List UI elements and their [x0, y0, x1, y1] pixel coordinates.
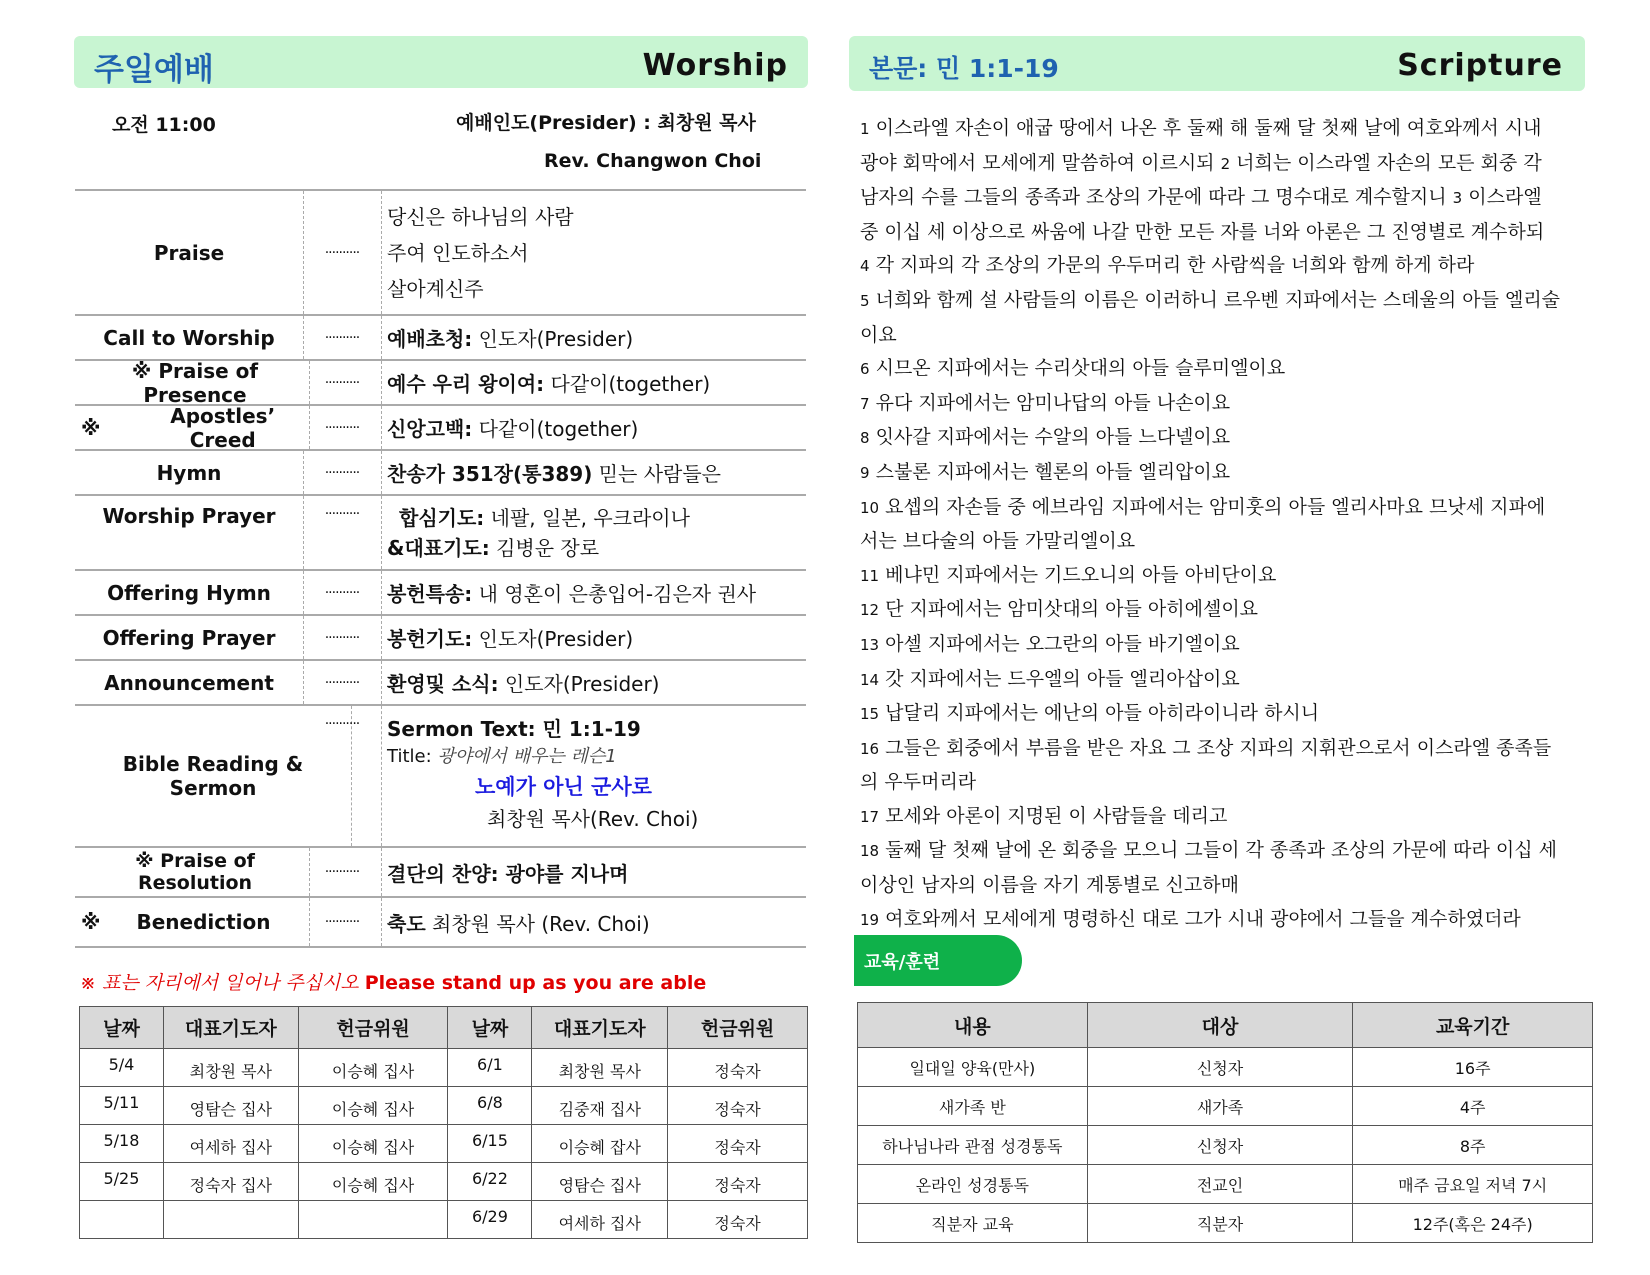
edu-cell: 새가족 반: [858, 1087, 1088, 1126]
scripture-line: [860, 319, 1610, 353]
call-value: [387, 316, 806, 359]
duty-cell: [163, 1201, 298, 1239]
duty-cell: 영탐슨 집사: [532, 1163, 668, 1201]
stand-note-en: Please stand up as you are able: [364, 972, 707, 994]
benediction-label-cell: [75, 898, 310, 946]
dots: ··········: [303, 496, 382, 569]
sermon-title-label: Title:: [387, 746, 432, 767]
hymn-value: [387, 451, 806, 494]
row-prayer: [75, 496, 806, 571]
row-offering-prayer: [75, 616, 806, 661]
scripture-line: [860, 147, 1610, 182]
scripture-line: [860, 732, 1610, 767]
worship-banner: [74, 36, 808, 88]
prayer-text-2: 김병운 장로: [489, 535, 600, 560]
verse-text: 단 지파에서는 암미삿대의 아들 아히에셀이요: [885, 598, 1259, 621]
verse-text: 서는 브다술의 아들 가말리엘이요: [860, 530, 1136, 553]
row-announcement: [75, 661, 806, 706]
duty-header: 날짜: [448, 1007, 532, 1049]
verse-number: 5: [860, 291, 870, 310]
edu-row: [858, 1048, 1593, 1087]
duty-roster-table: [79, 1006, 808, 1239]
call-label: Call to Worship: [75, 316, 304, 359]
creed-text: 다같이(together): [472, 417, 639, 441]
edu-cell: 16주: [1353, 1048, 1593, 1087]
verse-number: 17: [860, 807, 880, 826]
scripture-line: [860, 663, 1610, 698]
scripture-line: [860, 491, 1610, 526]
creed-label: Apostles’ Creed: [170, 403, 276, 452]
duty-cell: 정숙자: [668, 1087, 808, 1125]
scripture-title-kr: 본문: 민 1:1-19: [869, 54, 1059, 83]
edu-cell: 4주: [1353, 1087, 1593, 1126]
dots: ··········: [303, 898, 382, 946]
duty-row: [80, 1049, 808, 1087]
verse-text: 이스라엘 자손이 애굽 땅에서 나온 후 둘째 해 둘째 달 첫째 날에 여호와께서 시내: [875, 117, 1542, 139]
announcement-value: [387, 661, 806, 704]
row-presence: [75, 358, 806, 407]
duty-cell: 최창원 목사: [532, 1049, 668, 1087]
verse-number: 15: [860, 705, 880, 724]
verse-number: 18: [860, 842, 880, 861]
hymn-bold: 찬송가 351장(통389): [387, 462, 593, 486]
verse-number: 8: [860, 429, 870, 448]
scripture-line: [860, 421, 1610, 456]
scripture-line: [860, 284, 1610, 319]
verse-number: 3: [1452, 189, 1463, 208]
verse-text: 납달리 지파에서는 에난의 아들 아히라이니라 하시니: [885, 702, 1320, 725]
duty-row: [80, 1087, 808, 1125]
row-resolution: [75, 848, 806, 898]
dots: ··········: [303, 361, 382, 404]
edu-header: 대상: [1087, 1003, 1353, 1048]
verse-text: 베냐민 지파에서는 기드오니의 아들 아비단이요: [885, 563, 1277, 586]
row-sermon: [75, 706, 806, 848]
verse-number: 12: [860, 601, 880, 620]
verse-text: 이요: [860, 323, 897, 346]
row-creed: [75, 403, 806, 452]
creed-bold: 신앙고백:: [387, 417, 473, 441]
dots: ··········: [303, 316, 382, 359]
scripture-line: [860, 216, 1610, 250]
dots: ··········: [303, 706, 382, 846]
edu-cell: 새가족: [1087, 1087, 1353, 1126]
creed-value: [387, 406, 806, 449]
benediction-bold: 축도: [387, 911, 426, 936]
edu-cell: 매주 금요일 저녁 7시: [1353, 1165, 1593, 1204]
duty-header: 헌금위원: [668, 1007, 808, 1049]
duty-cell: 정숙자: [668, 1163, 808, 1201]
offering-hymn-text: 내 영혼이 은총입어-김은자 권사: [472, 582, 757, 606]
verse-text: 스불론 지파에서는 헬론의 아들 엘리압이요: [875, 460, 1231, 483]
scripture-line: [860, 697, 1610, 732]
dots: ··········: [303, 406, 382, 449]
benediction-mark: ※: [81, 910, 101, 934]
verse-text: 요셉의 자손들 중 에브라임 지파에서는 암미훗의 아들 엘리사마요 므낫세 지파에: [885, 495, 1546, 518]
edu-cell: 일대일 양육(만사): [858, 1048, 1088, 1087]
prayer-bold-1: 합심기도:: [399, 505, 485, 530]
scripture-line: [860, 834, 1610, 869]
duty-cell: 6/15: [448, 1125, 532, 1163]
dots: ··········: [303, 191, 382, 314]
stand-note: [80, 968, 706, 995]
announcement-bold: 환영및 소식:: [387, 672, 499, 696]
duty-cell: 정숙자: [668, 1201, 808, 1239]
duty-cell: 6/1: [448, 1049, 532, 1087]
row-offering-hymn: [75, 571, 806, 616]
offering-hymn-label: Offering Hymn: [75, 571, 304, 614]
benediction-value: [387, 898, 806, 946]
edu-cell: 8주: [1353, 1126, 1593, 1165]
duty-header-row: [80, 1007, 808, 1049]
duty-cell: 여세하 집사: [163, 1125, 298, 1163]
education-title: 교육/훈련: [864, 952, 941, 973]
duty-cell: 5/25: [80, 1163, 164, 1201]
verse-number: 7: [860, 394, 870, 413]
offering-prayer-text: 인도자(Presider): [472, 627, 634, 651]
edu-row: [858, 1126, 1593, 1165]
scripture-line: [860, 249, 1610, 284]
edu-cell: 신청자: [1087, 1048, 1353, 1087]
verse-text: 둘째 달 첫째 날에 온 회중을 모으니 그들이 각 종족과 조상의 가문에 따라 이십 세: [885, 839, 1558, 862]
verse-text: 여호와께서 모세에게 명령하신 대로 그가 시내 광야에서 그들을 계수하였더라: [885, 907, 1521, 930]
announcement-label: Announcement: [75, 661, 304, 704]
call-text: 인도자(Presider): [472, 327, 634, 351]
duty-cell: 정숙자: [668, 1049, 808, 1087]
row-benediction: [75, 898, 806, 948]
scripture-line: [860, 766, 1610, 800]
edu-cell: 직분자: [1087, 1204, 1353, 1243]
verse-text: 시므온 지파에서는 수리삿대의 아들 슬루미엘이요: [875, 357, 1286, 380]
service-time: 오전 11:00: [112, 114, 216, 136]
verse-text: 갓 지파에서는 드우엘의 아들 엘리아삽이요: [885, 667, 1240, 690]
sermon-title: 노예가 아닌 군사로: [475, 775, 652, 799]
offering-prayer-bold: 봉헌기도:: [387, 627, 473, 651]
offering-prayer-value: [387, 616, 806, 659]
duty-cell: 정숙자 집사: [163, 1163, 298, 1201]
verse-number: 1: [860, 120, 870, 138]
dots: ··········: [303, 661, 382, 704]
verse-text: 의 우두머리라: [860, 771, 977, 794]
scripture-line: [860, 181, 1610, 216]
order-of-worship: [75, 189, 806, 948]
dots: ··········: [303, 571, 382, 614]
announcement-text: 인도자(Presider): [498, 672, 660, 696]
verse-text: 이스라엘: [1468, 186, 1542, 209]
resolution-label: ※ Praise of Resolution: [75, 848, 310, 896]
verse-text: 그들은 회중에서 부름을 받은 자요 그 조상 지파의 지휘관으로서 이스라엘 종족들: [885, 736, 1552, 759]
verse-number: 14: [860, 670, 880, 689]
presence-label: ※ Praise of Presence: [75, 361, 310, 404]
edu-row: [858, 1165, 1593, 1204]
edu-cell: 전교인: [1087, 1165, 1353, 1204]
verse-text: 모세와 아론이 지명된 이 사람들을 데리고: [885, 804, 1228, 827]
edu-header: 교육기간: [1353, 1003, 1593, 1048]
worship-title-en: Worship: [642, 48, 788, 83]
duty-row: [80, 1125, 808, 1163]
duty-cell: 정숙자: [668, 1125, 808, 1163]
verse-number: 19: [860, 910, 880, 929]
verse-text: 중 이십 세 이상으로 싸움에 나갈 만한 모든 자를 너와 아론은 그 진영별로 계수하되: [860, 220, 1545, 243]
resolution-value: 결단의 찬양: 광야를 지나며: [387, 861, 629, 886]
verse-text: 너희와 함께 설 사람들의 이름은 이러하니 르우벤 지파에서는 스데울의 아들 엘리술: [875, 288, 1561, 311]
scripture-line: [860, 903, 1610, 938]
benediction-label: Benediction: [136, 910, 271, 934]
verse-number: 13: [860, 635, 880, 654]
duty-header: 날짜: [80, 1007, 164, 1049]
verse-text: 이상인 남자의 이름을 자기 계통별로 신고하매: [860, 874, 1239, 897]
stand-note-kr: ※ 표는 자리에서 일어나 주십시오: [80, 972, 359, 994]
presider-en: Rev. Changwon Choi: [544, 150, 762, 172]
scripture-line: [860, 869, 1610, 903]
verse-text: 남자의 수를 그들의 종족과 조상의 가문에 따라 그 명수대로 계수할지니: [860, 186, 1453, 209]
duty-cell: 최창원 목사: [163, 1049, 298, 1087]
sermon-preacher: 최창원 목사(Rev. Choi): [487, 807, 699, 831]
duty-cell: 김중재 집사: [532, 1087, 668, 1125]
duty-cell: 이승혜 잡사: [532, 1125, 668, 1163]
row-praise: [75, 191, 806, 316]
offering-hymn-value: [387, 571, 806, 614]
scripture-banner: [849, 36, 1585, 91]
education-table: [857, 1002, 1593, 1243]
prayer-value: [387, 496, 806, 569]
verse-text: 유다 지파에서는 암미나답의 아들 나손이요: [875, 391, 1231, 414]
sermon-text: Sermon Text: 민 1:1-19: [387, 717, 641, 741]
verse-number: 4: [860, 257, 870, 276]
row-hymn: [75, 451, 806, 496]
sermon-value: [387, 706, 806, 846]
hymn-text: 믿는 사람들은: [592, 462, 721, 486]
benediction-text: 최창원 목사 (Rev. Choi): [425, 911, 650, 936]
presence-text: 다같이(together): [544, 372, 711, 396]
song-2: 주여 인도하소서: [387, 240, 529, 265]
edu-cell: 12주(혹은 24주): [1353, 1204, 1593, 1243]
duty-header: 대표기도자: [532, 1007, 668, 1049]
sermon-label: Bible Reading & Sermon: [75, 706, 352, 846]
verse-text: 광야 회막에서 모세에게 말씀하여 이르시되: [860, 151, 1221, 174]
verse-number: 6: [860, 360, 870, 379]
duty-row: [80, 1201, 808, 1239]
duty-cell: [80, 1201, 164, 1239]
duty-cell: 6/22: [448, 1163, 532, 1201]
duty-cell: 6/8: [448, 1087, 532, 1125]
verse-text: 너희는 이스라엘 자손의 모든 회중 각: [1236, 151, 1542, 174]
scripture-line: [860, 112, 1610, 147]
scripture-line: [860, 525, 1610, 559]
edu-row: [858, 1204, 1593, 1243]
sermon-series: 광야에서 배우는 레슨1: [437, 746, 617, 767]
prayer-bold-2: &대표기도:: [387, 535, 490, 560]
scripture-line: [860, 593, 1610, 628]
presider-label: 예배인도(Presider) : 최창원 목사: [456, 112, 756, 134]
edu-header: 내용: [858, 1003, 1088, 1048]
verse-text: 잇사갈 지파에서는 수알의 아들 느다넬이요: [875, 426, 1231, 449]
dots: ··········: [303, 848, 382, 896]
presence-value: [387, 361, 806, 404]
edu-cell: 직분자 교육: [858, 1204, 1088, 1243]
edu-row: [858, 1087, 1593, 1126]
verse-number: 11: [860, 566, 880, 585]
edu-cell: 하나님나라 관점 성경통독: [858, 1126, 1088, 1165]
verse-number: 2: [1220, 154, 1231, 173]
scripture-line: [860, 559, 1610, 594]
verse-number: 9: [860, 463, 870, 482]
verse-text: 아셀 지파에서는 오그란의 아들 바기엘이요: [885, 632, 1240, 655]
verse-number: 10: [860, 498, 880, 517]
presence-bold: 예수 우리 왕이여:: [387, 372, 545, 396]
song-1: 당신은 하나님의 사람: [387, 204, 574, 229]
duty-cell: 이승혜 집사: [298, 1125, 448, 1163]
duty-cell: 여세하 집사: [532, 1201, 668, 1239]
prayer-text-1: 네팔, 일본, 우크라이나: [484, 505, 690, 530]
duty-cell: 이승혜 집사: [298, 1087, 448, 1125]
dots: ··········: [303, 616, 382, 659]
song-3: 살아계신주: [387, 276, 484, 301]
scripture-line: [860, 352, 1610, 387]
scripture-line: [860, 800, 1610, 835]
duty-cell: 5/4: [80, 1049, 164, 1087]
hymn-label: Hymn: [75, 451, 304, 494]
duty-header: 헌금위원: [298, 1007, 448, 1049]
worship-title-kr: 주일예배: [94, 52, 214, 88]
praise-label: Praise: [75, 191, 304, 314]
duty-header: 대표기도자: [163, 1007, 298, 1049]
education-tag: [854, 935, 1022, 986]
duty-cell: 이승혜 집사: [298, 1049, 448, 1087]
creed-mark: ※: [81, 415, 101, 440]
duty-cell: [298, 1201, 448, 1239]
edu-cell: 온라인 성경통독: [858, 1165, 1088, 1204]
duty-cell: 6/29: [448, 1201, 532, 1239]
edu-header-row: [858, 1003, 1593, 1048]
verse-number: 16: [860, 739, 880, 758]
row-call: [75, 316, 806, 361]
scripture-line: [860, 628, 1610, 663]
duty-cell: 5/18: [80, 1125, 164, 1163]
verse-text: 각 지파의 각 조상의 가문의 우두머리 한 사람씩을 너희와 함께 하게 하라: [875, 254, 1475, 277]
duty-cell: 영탐슨 집사: [163, 1087, 298, 1125]
scripture-text: [860, 112, 1610, 937]
scripture-line: [860, 387, 1610, 422]
offering-hymn-bold: 봉헌특송:: [387, 582, 473, 606]
duty-cell: 이승혜 집사: [298, 1163, 448, 1201]
edu-cell: 신청자: [1087, 1126, 1353, 1165]
scripture-title-en: Scripture: [1397, 48, 1563, 83]
offering-prayer-label: Offering Prayer: [75, 616, 304, 659]
duty-cell: 5/11: [80, 1087, 164, 1125]
creed-label-cell: [75, 403, 310, 452]
praise-songs: [387, 191, 806, 314]
call-bold: 예배초청:: [387, 327, 473, 351]
scripture-line: [860, 456, 1610, 491]
duty-row: [80, 1163, 808, 1201]
dots: ··········: [303, 451, 382, 494]
prayer-label: Worship Prayer: [75, 496, 304, 569]
